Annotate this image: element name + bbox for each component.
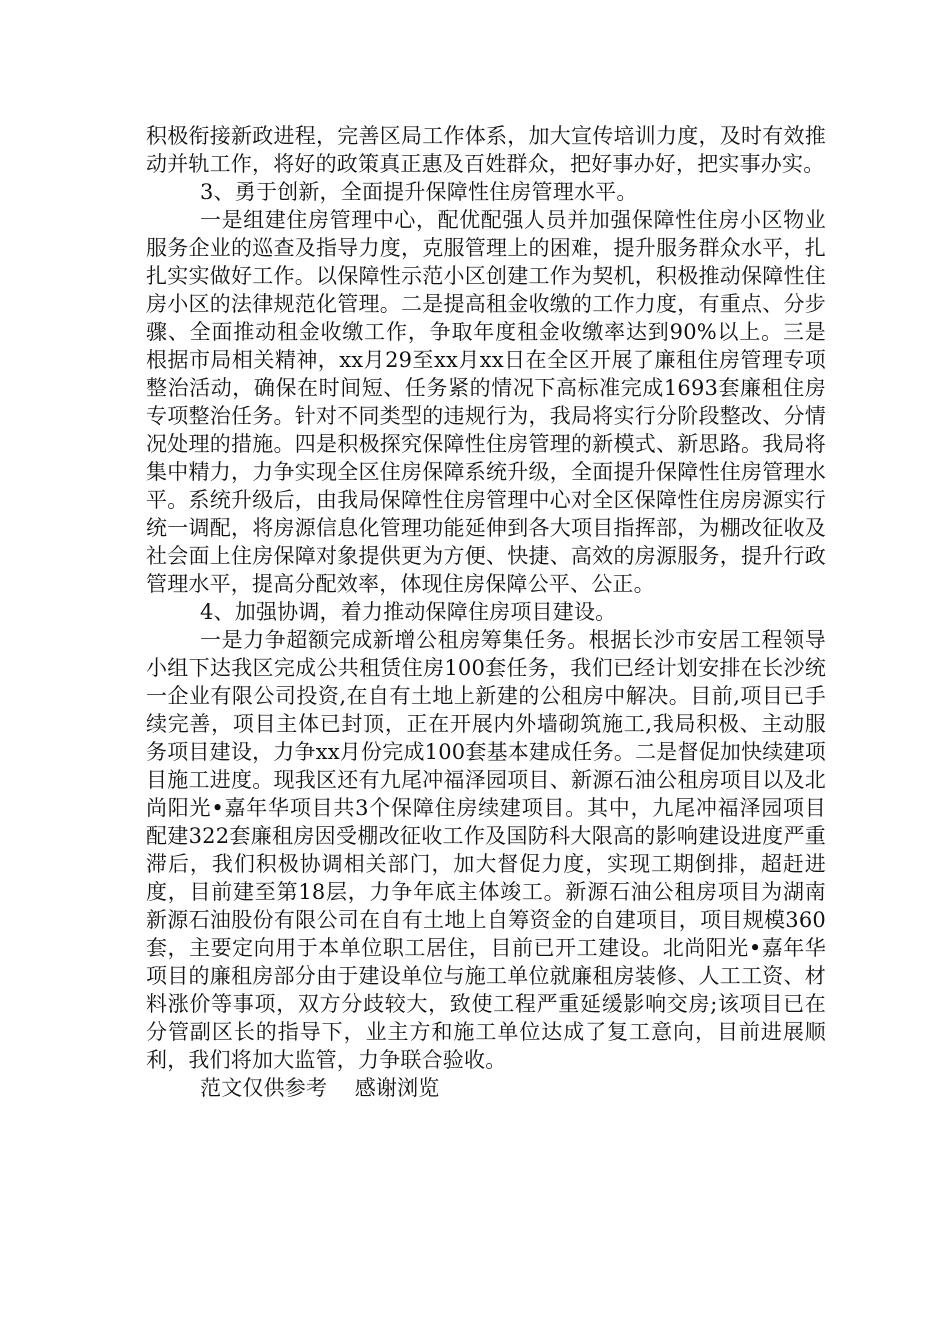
section-heading-4: 4、加强协调，着力推动保障住房项目建设。 (200, 600, 617, 624)
section-heading-3: 3、勇于创新，全面提升保障性住房管理水平。 (200, 180, 638, 204)
paragraph-section-4-body: 一是力争超额完成新增公租房筹集任务。根据长沙市安居工程领导小组下达我区完成公共租赁住房100套任务，我们已经计划安排在长沙统一企业有限公司投资,在自有土地上新建的公租房中解决。目前,项目已手续完善，项目主体已封顶，正在开展内外墙砌筑施工,我局积极、主动服务项目建设，力争xx月份完成100套基本建成任务。二是督促加快续建项目施工进度。现我区还有九尾冲福泽园项目、新源石油公租房项目以及北尚阳光•嘉年华项目共3个保障住房续建项目。其中，九尾冲福泽园项目配建322套廉租房因受棚改征收工作及国防科大限高的影响建设进度严重滞后，我们积极协调相关部门，加大督促力度，实现工期倒排，超赶进度，目前建至第18层，力争年底主体竣工。新源石油公租房项目为湖南新源石油股份有限公司在自有土地上自筹资金的自建项目，项目规模360套，主要定向用于本单位职工居住，目前已开工建设。北尚阳光•嘉年华项目的廉租房部分由于建设单位与施工单位就廉租房装修、人工工资、材料涨价等事项，双方分歧较大，致使工程严重延缓影响交房;该项目已在分管副区长的指导下，业主方和施工单位达成了复工意向，目前进展顺利，我们将加大监管，力争联合验收。 (146, 628, 826, 1072)
paragraph-section-3-body: 一是组建住房管理中心，配优配强人员并加强保障性住房小区物业服务企业的巡查及指导力度，克服管理上的困难，提升服务群众水平，扎扎实实做好工作。以保障性示范小区创建工作为契机，积极推动保障性住房小区的法律规范化管理。二是提高租金收缴的工作力度，有重点、分步骤、全面推动租金收缴工作，争取年度租金收缴率达到90%以上。三是根据市局相关精神，xx月29至xx月xx日在全区开展了廉租住房管理专项整治活动，确保在时间短、任务紧的情况下高标准完成1693套廉租住房专项整治任务。针对不同类型的违规行为，我局将实行分阶段整改、分情况处理的措施。四是积极探究保障性住房管理的新模式、新思路。我局将集中精力，力争实现全区住房保障系统升级，全面提升保障性住房管理水平。系统升级后，由我局保障性住房管理中心对全区保障性住房房源实行统一调配，将房源信息化管理功能延伸到各大项目指挥部，为棚改征收及社会面上住房保障对象提供更为方便、快捷、高效的房源服务，提升行政管理水平，提高分配效率，体现住房保障公平、公正。 (146, 208, 826, 596)
paragraph-continuation: 积极衔接新政进程，完善区局工作体系，加大宣传培训力度，及时有效推动并轨工作，将好的政策真正惠及百姓群众，把好事办好，把实事办实。 (146, 124, 826, 176)
closing-note: 范文仅供参考 感谢浏览 (200, 1076, 440, 1100)
document-body (146, 122, 826, 1102)
